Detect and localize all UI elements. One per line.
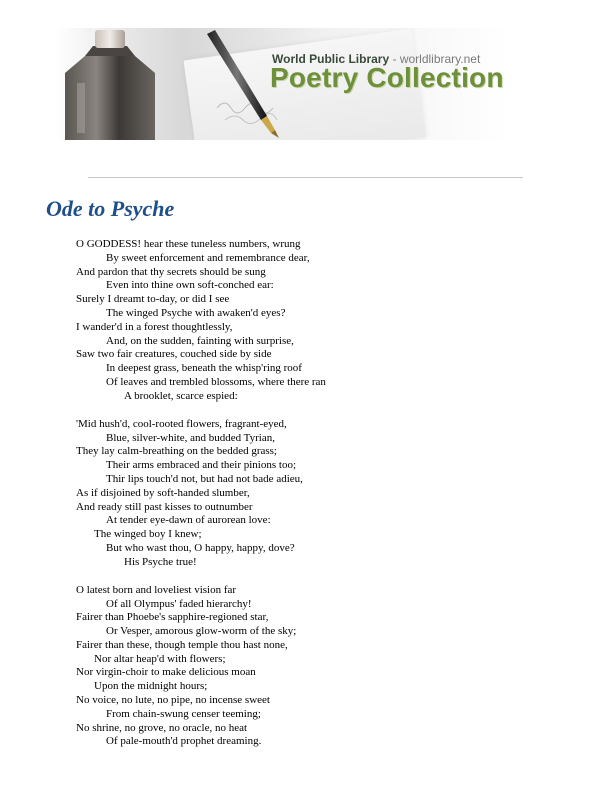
poem-line: Upon the midnight hours;: [94, 680, 208, 693]
poem-line: And ready still past kisses to outnumber: [76, 500, 253, 513]
poem-line: Surely I dreamt to-day, or did I see: [76, 293, 230, 306]
poem-body: [76, 238, 576, 763]
poem-stanza: [76, 418, 576, 570]
poem-line: No voice, no lute, no pipe, no incense sweet: [76, 694, 270, 707]
poem-line: By sweet enforcement and remembrance dear,: [106, 251, 310, 264]
poem-line: I wander'd in a forest thoughtlessly,: [76, 320, 233, 333]
poem-line: But who wast thou, O happy, happy, dove?: [106, 541, 295, 554]
divider: [88, 177, 523, 178]
poem-line: No shrine, no grove, no oracle, no heat: [76, 721, 248, 734]
poem-line: Fairer than these, though temple thou hast none,: [76, 638, 288, 651]
poem-line: O GODDESS! hear these tuneless numbers, wrung: [76, 238, 301, 250]
poem-line: Thir lips touch'd not, but had not bade adieu,: [106, 472, 303, 485]
poem-line: Even into thine own soft-conched ear:: [106, 279, 274, 292]
poem-line: From chain-swung censer teeming;: [106, 707, 261, 720]
poem-line: Nor altar heap'd with flowers;: [94, 652, 226, 665]
poem-line: The winged boy I knew;: [94, 528, 202, 541]
header-banner: [55, 28, 510, 140]
poem-stanza: [76, 238, 576, 404]
poem-line: 'Mid hush'd, cool-rooted flowers, fragrant-eyed,: [76, 417, 287, 430]
poem-line: They lay calm-breathing on the bedded grass;: [76, 445, 277, 458]
poem-line: Blue, silver-white, and budded Tyrian,: [106, 431, 275, 444]
brand-name: World Public Library: [272, 52, 390, 66]
poem-line: Saw two fair creatures, couched side by side: [76, 348, 272, 361]
poem-line: Of leaves and trembled blossoms, where there ran: [106, 375, 326, 388]
poem-line: At tender eye-dawn of aurorean love:: [106, 514, 271, 527]
brand-url: worldlibrary.net: [399, 52, 481, 66]
inkwell-icon: [55, 28, 195, 140]
poem-line: In deepest grass, beneath the whisp'ring roof: [106, 362, 302, 375]
poem-line: Of pale-mouth'd prophet dreaming.: [106, 735, 262, 748]
brand-separator: -: [389, 52, 400, 66]
poem-line: O latest born and loveliest vision far: [76, 583, 237, 596]
poem-line: His Psyche true!: [124, 555, 197, 568]
collection-title: Poetry Collection: [270, 62, 504, 93]
poem-line: Nor virgin-choir to make delicious moan: [76, 666, 256, 679]
poem-line: Fairer than Phoebe's sapphire-regioned star,: [76, 611, 269, 624]
poem-line: And, on the sudden, fainting with surprise,: [106, 334, 294, 347]
poem-line: Their arms embraced and their pinions too;: [106, 459, 296, 472]
poem-line: Of all Olympus' faded hierarchy!: [106, 597, 252, 610]
poem-line: Or Vesper, amorous glow-worm of the sky;: [106, 625, 297, 638]
poem-line: And pardon that thy secrets should be sung: [76, 265, 266, 278]
poem-title: Ode to Psyche: [46, 196, 175, 221]
poem-line: As if disjoined by soft-handed slumber,: [76, 486, 250, 499]
poem-line: The winged Psyche with awaken'd eyes?: [106, 306, 286, 319]
poem-stanza: [76, 584, 576, 750]
poem-line: A brooklet, scarce espied:: [124, 389, 238, 402]
